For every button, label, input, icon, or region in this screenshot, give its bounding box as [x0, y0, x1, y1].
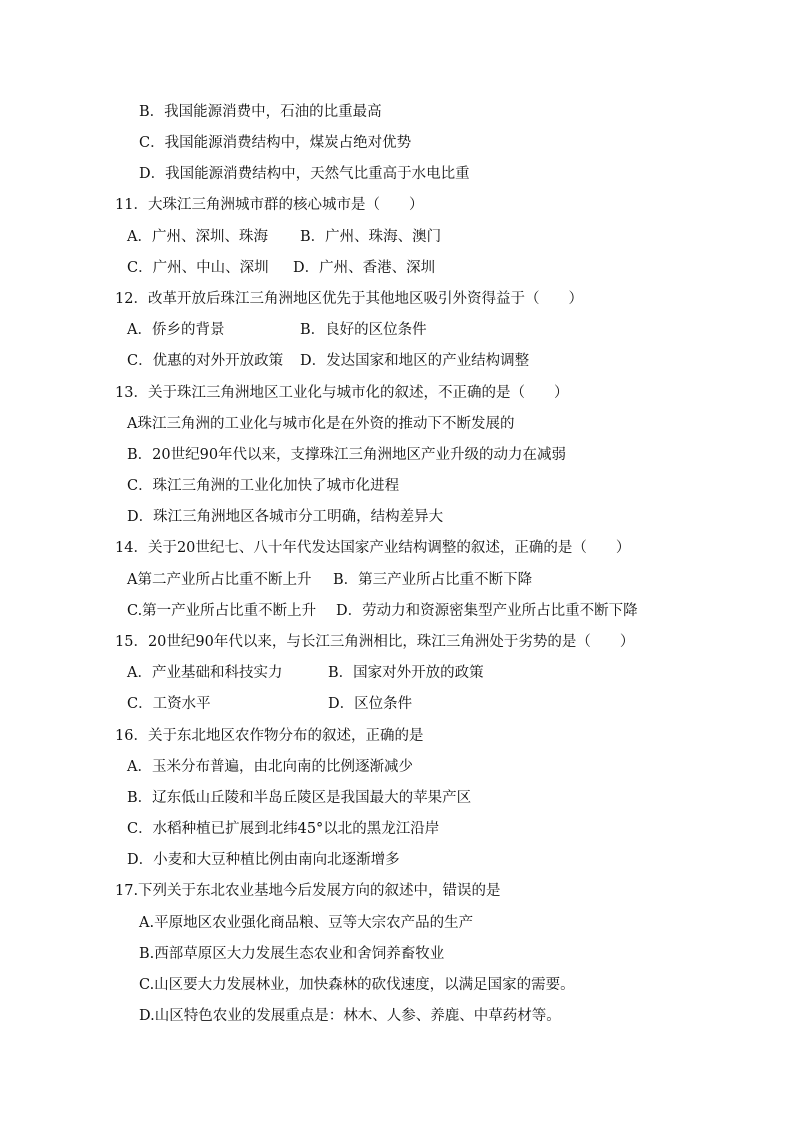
question-14-option-d: D．劳动力和资源密集型产业所占比重不断下降 — [336, 603, 638, 619]
question-15-stem: 15．20世纪90年代以来，与长江三角洲相比，珠江三角洲处于劣势的是（ ） — [115, 634, 635, 650]
question-17-option-c: C.山区要大力发展林业，加快森林的砍伐速度，以满足国家的需要。 — [139, 977, 575, 993]
question-11-option-d: D．广州、香港、深圳 — [293, 260, 436, 276]
question-14-option-a: A第二产业所占比重不断上升 — [127, 572, 312, 588]
question-17-stem: 17.下列关于东北农业基地今后发展方向的叙述中，错误的是 — [115, 883, 501, 899]
question-16-option-d: D．小麦和大豆种植比例由南向北逐渐增多 — [127, 852, 400, 868]
question-12-option-a: A．侨乡的背景 — [127, 322, 225, 338]
question-13-option-b: B．20世纪90年代以来，支撑珠江三角洲地区产业升级的动力在减弱 — [127, 447, 567, 463]
question-10-option-b: B．我国能源消费中，石油的比重最高 — [139, 104, 382, 120]
question-17-option-a: A.平原地区农业强化商品粮、豆等大宗农产品的生产 — [139, 915, 474, 931]
question-10-option-c: C．我国能源消费结构中，煤炭占绝对优势 — [139, 135, 412, 151]
question-14-option-b: B．第三产业所占比重不断下降 — [333, 572, 533, 588]
question-12-stem: 12．改革开放后珠江三角洲地区优先于其他地区吸引外资得益于（ ） — [115, 291, 583, 307]
question-16-option-b: B．辽东低山丘陵和半岛丘陵区是我国最大的苹果产区 — [127, 790, 472, 806]
question-17-option-b: B.西部草原区大力发展生态农业和舍饲养畜牧业 — [139, 946, 445, 962]
question-11-option-b: B．广州、珠海、澳门 — [300, 229, 442, 245]
question-13-option-a: A珠江三角洲的工业化与城市化是在外资的推动下不断发展的 — [127, 416, 515, 432]
question-15-option-d: D．区位条件 — [328, 696, 413, 712]
question-16-option-a: A．玉米分布普遍，由北向南的比例逐渐减少 — [127, 759, 413, 775]
question-14-option-c: C.第一产业所占比重不断上升 — [127, 603, 317, 619]
question-15-option-b: B．国家对外开放的政策 — [328, 665, 484, 681]
question-13-option-d: D．珠江三角洲地区各城市分工明确，结构差异大 — [127, 509, 444, 525]
question-13-stem: 13．关于珠江三角洲地区工业化与城市化的叙述，不正确的是（ ） — [115, 385, 569, 401]
question-17-option-d: D.山区特色农业的发展重点是：林木、人参、养鹿、中草药材等。 — [139, 1008, 561, 1024]
question-12-option-d: D．发达国家和地区的产业结构调整 — [300, 353, 530, 369]
question-10-option-d: D．我国能源消费结构中，天然气比重高于水电比重 — [139, 166, 470, 182]
question-15-option-a: A．产业基础和科技实力 — [127, 665, 283, 681]
question-11-option-a: A．广州、深圳、珠海 — [127, 229, 268, 245]
question-16-stem: 16．关于东北地区农作物分布的叙述，正确的是 — [115, 728, 424, 744]
question-12-option-b: B．良好的区位条件 — [300, 322, 427, 338]
question-12-option-c: C．优惠的对外开放政策 — [127, 353, 284, 369]
question-14-stem: 14．关于20世纪七、八十年代发达国家产业结构调整的叙述，正确的是（ ） — [115, 540, 631, 556]
question-11-stem: 11．大珠江三角洲城市群的核心城市是（ ） — [115, 197, 424, 213]
question-11-option-c: C．广州、中山、深圳 — [127, 260, 269, 276]
question-13-option-c: C．珠江三角洲的工业化加快了城市化进程 — [127, 478, 400, 494]
question-15-option-c: C．工资水平 — [127, 696, 211, 712]
question-16-option-c: C．水稻种植已扩展到北纬45°以北的黑龙江沿岸 — [127, 821, 440, 837]
